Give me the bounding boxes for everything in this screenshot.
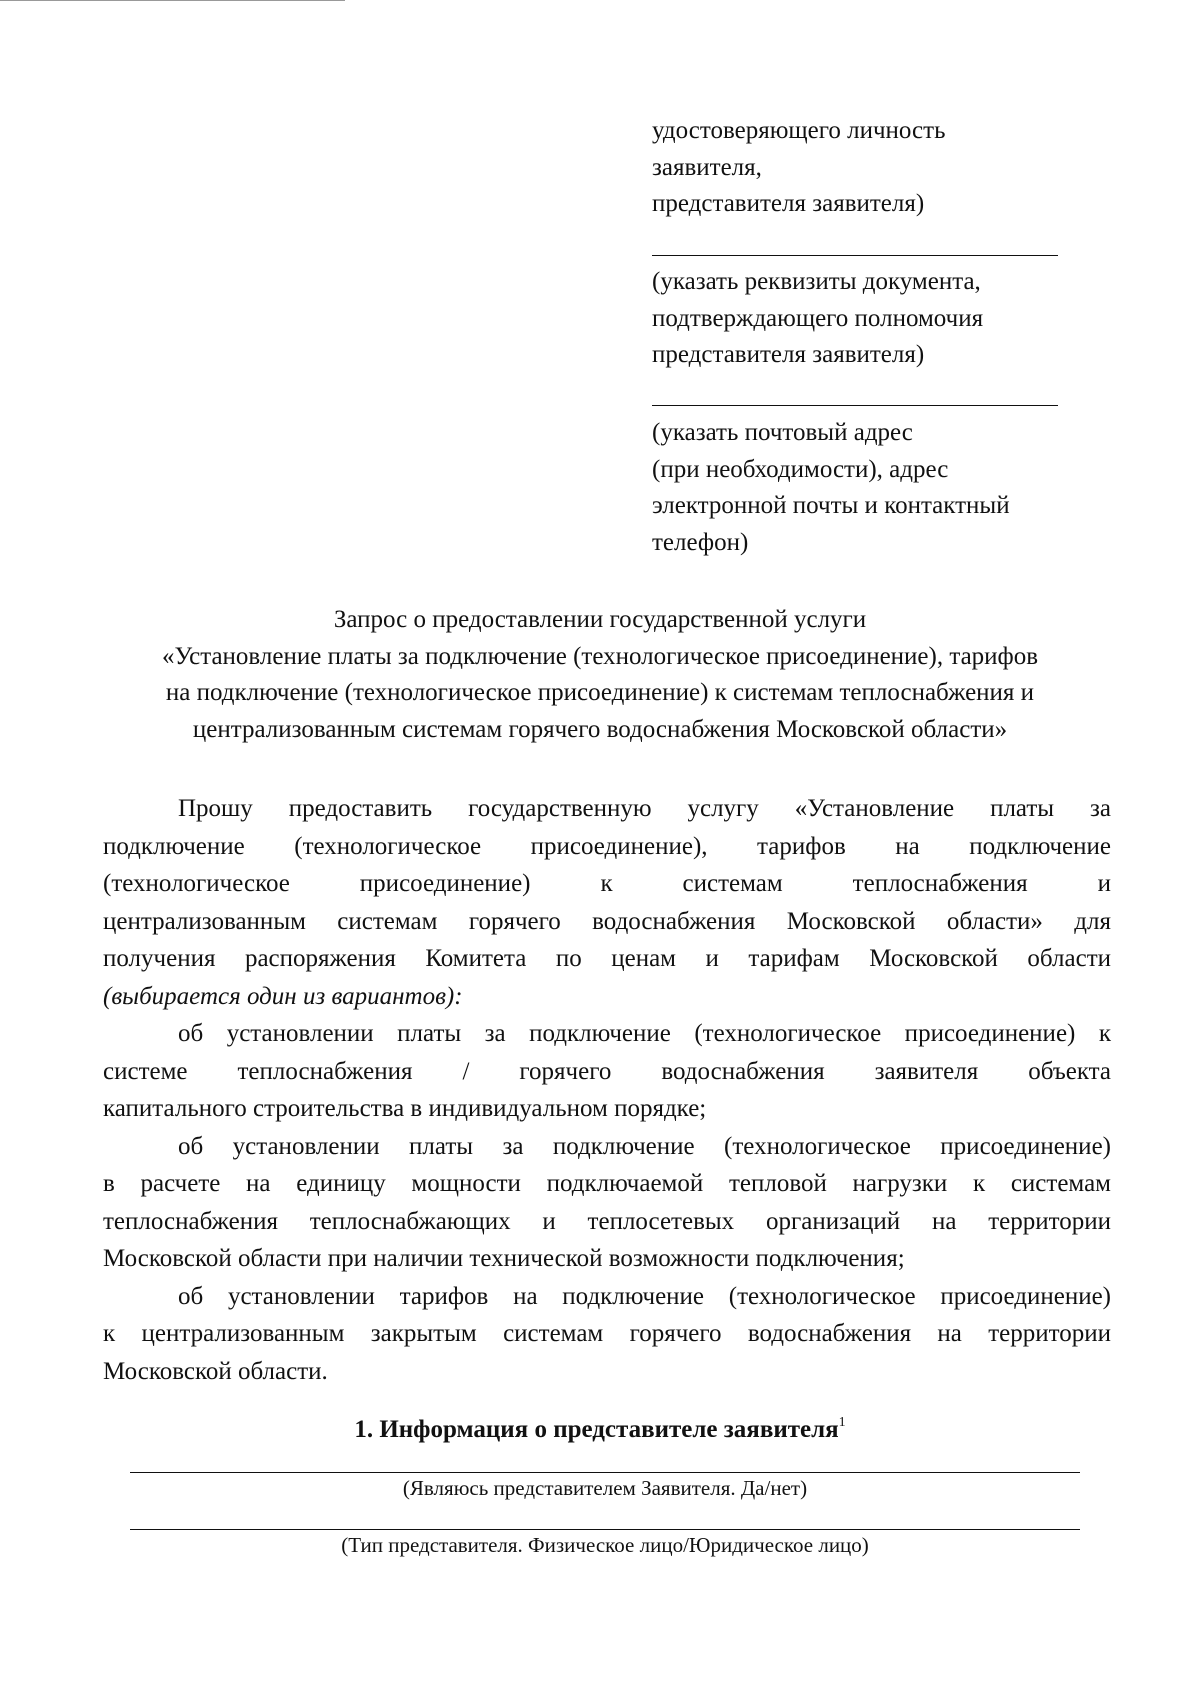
contact-line-1: (указать почтовый адрес xyxy=(652,419,913,446)
footnote-mark: 1 xyxy=(838,1414,846,1430)
section-1-heading xyxy=(100,1416,1100,1444)
option-2-line-2: в расчете на единицу мощности подключаемой тепловой нагрузки к системам xyxy=(103,1170,1111,1197)
contact-line-3: электронной почты и контактный xyxy=(652,492,1010,519)
representative-type-fill-line[interactable] xyxy=(130,1529,1080,1530)
authority-line-2: подтверждающего полномочия xyxy=(652,304,984,332)
is-representative-caption: (Являюсь представителем Заявителя. Да/нет) xyxy=(402,1476,808,1500)
option-2-line-4: Московской области при наличии технической возможности подключения; xyxy=(103,1245,905,1272)
request-title xyxy=(60,602,1140,748)
contact-line-2: (при необходимости), адрес xyxy=(652,455,949,483)
option-2-line-3: теплоснабжения теплоснабжающих и теплосетевых организаций на территории xyxy=(103,1207,1111,1235)
contact-info-fill-line[interactable] xyxy=(652,405,1058,406)
scan-edge-line xyxy=(0,0,345,1)
request-line-5: получения распоряжения Комитета по ценам и тарифам Московской области xyxy=(103,945,1111,972)
authority-document-block xyxy=(652,264,1072,374)
title-line-2: «Установление платы за подключение (технологическое присоединение), тарифов xyxy=(161,642,1039,670)
is-representative-fill-line[interactable] xyxy=(130,1472,1080,1473)
option-3-line-3: Московской области. xyxy=(103,1357,328,1385)
request-body xyxy=(103,790,1111,1390)
request-line-4: централизованным системам горячего водоснабжения Московской области» для xyxy=(103,907,1111,935)
request-line-1: Прошу предоставить государственную услугу «Установление платы за xyxy=(178,795,1111,822)
representative-document-fill-line[interactable] xyxy=(652,255,1058,256)
authority-line-1: (указать реквизиты документа, xyxy=(652,268,981,295)
request-variant-note: (выбирается один из вариантов): xyxy=(103,982,463,1010)
section-1-heading-text: 1. Информация о представителе заявителя xyxy=(354,1416,839,1443)
contact-info-block xyxy=(652,415,1072,561)
option-2-line-1: об установлении платы за подключение (технологическое присоединение) xyxy=(178,1132,1111,1160)
option-3-line-1: об установлении тарифов на подключение (технологическое присоединение) xyxy=(178,1282,1111,1310)
option-1-line-2: системе теплоснабжения / горячего водоснабжения заявителя объекта xyxy=(103,1057,1111,1085)
title-line-4: централизованным системам горячего водоснабжения Московской области» xyxy=(192,715,1008,743)
option-1-line-3: капитального строительства в индивидуальном порядке; xyxy=(103,1095,707,1122)
authority-line-3: представителя заявителя) xyxy=(652,341,925,368)
title-line-3: на подключение (технологическое присоединение) к системам теплоснабжения и xyxy=(165,679,1035,706)
identity-line-1: удостоверяющего личность xyxy=(652,117,946,144)
applicant-identity-block xyxy=(652,113,1072,223)
title-line-1: Запрос о предоставлении государственной услуги xyxy=(333,606,867,633)
request-line-3: (технологическое присоединение) к системам теплоснабжения и xyxy=(103,870,1111,897)
option-1-line-1: об установлении платы за подключение (технологическое присоединение) к xyxy=(178,1020,1111,1047)
option-3-line-2: к централизованным закрытым системам горячего водоснабжения на территории xyxy=(103,1320,1111,1347)
representative-type-caption: (Тип представителя. Физическое лицо/Юридическое лицо) xyxy=(341,1533,869,1557)
request-line-2: подключение (технологическое присоединение), тарифов на подключение xyxy=(103,832,1111,860)
contact-line-4: телефон) xyxy=(652,528,749,556)
identity-line-2: заявителя, xyxy=(652,153,762,181)
identity-line-3: представителя заявителя) xyxy=(652,190,925,217)
